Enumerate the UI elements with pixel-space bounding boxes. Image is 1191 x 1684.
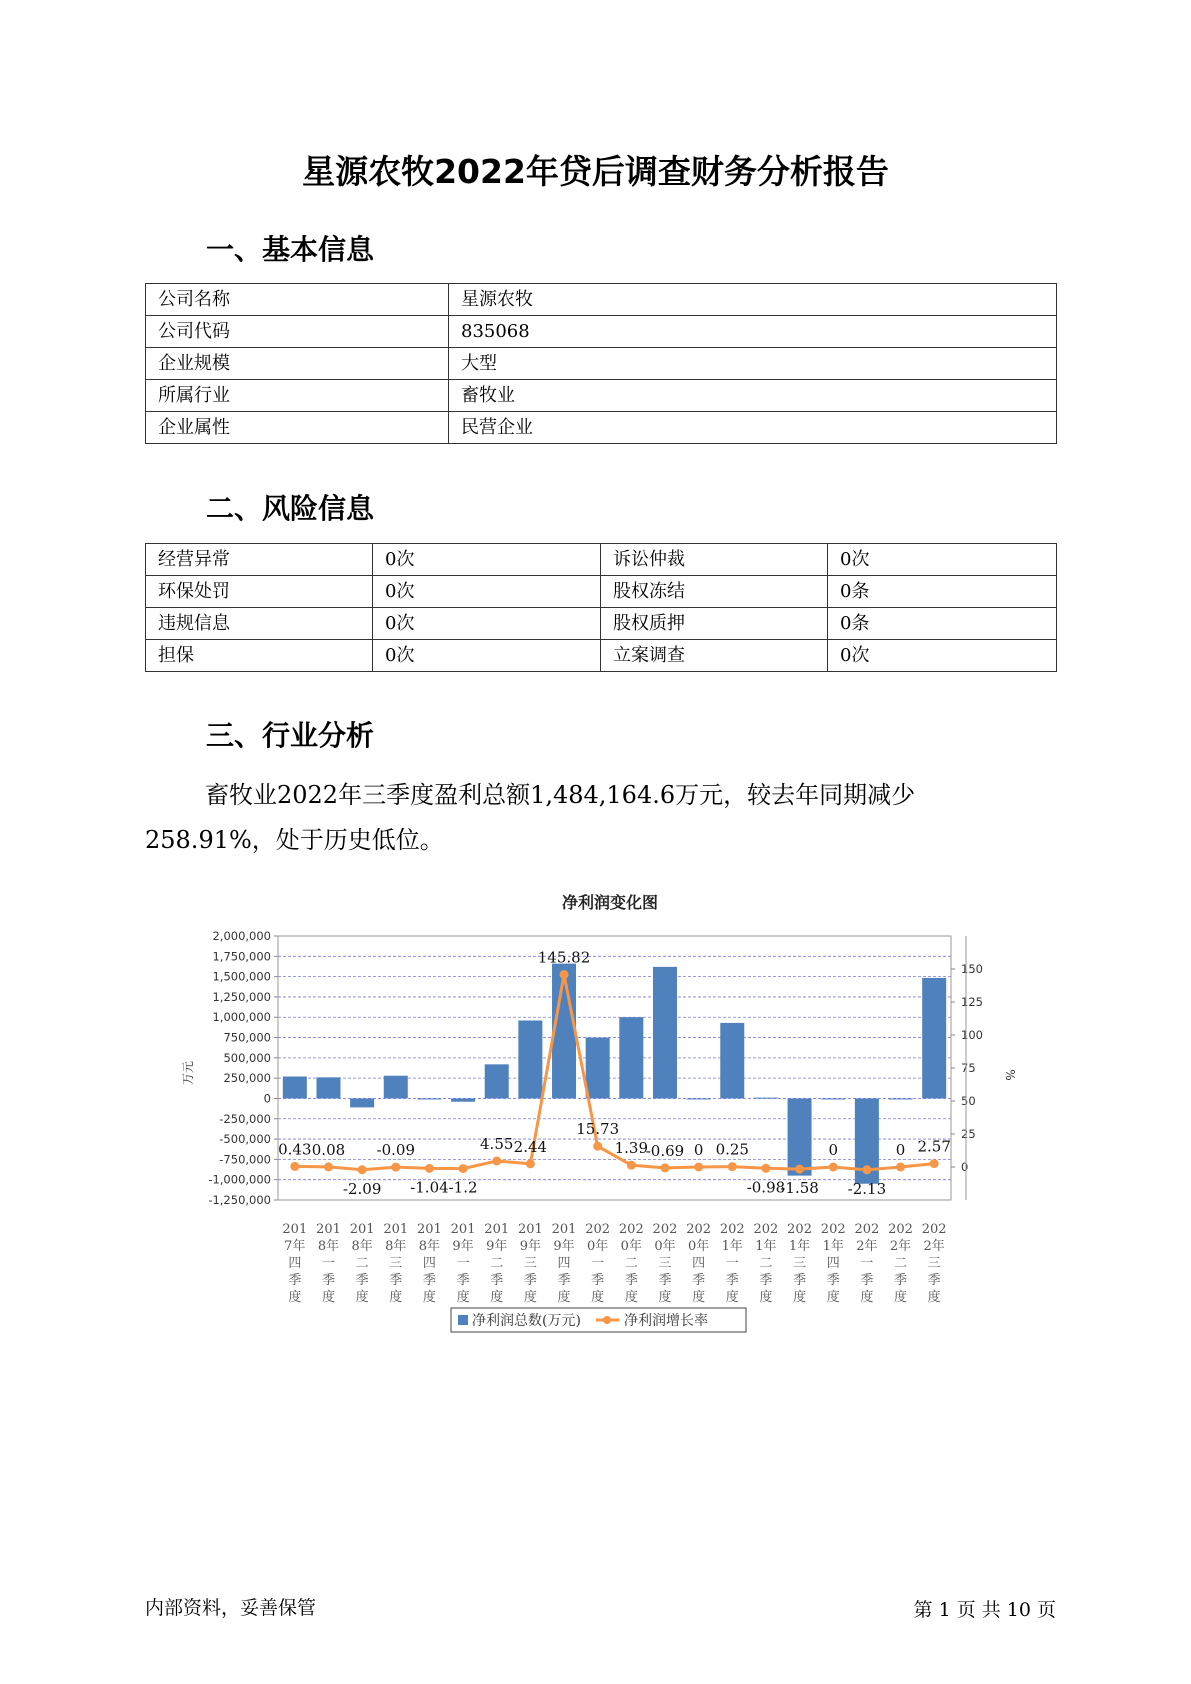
x-tick-label: 度	[725, 1290, 739, 1305]
risk-value: 0次	[373, 608, 601, 640]
risk-value: 0条	[828, 576, 1057, 608]
data-label: 0	[693, 1141, 704, 1159]
y-tick-label: 1,250,000	[212, 989, 271, 1004]
x-tick-label: 201	[383, 1222, 409, 1237]
table-row	[146, 348, 1057, 380]
x-tick-label: 季	[894, 1273, 908, 1288]
x-tick-label: 四	[557, 1256, 571, 1271]
field-value: 大型	[449, 348, 1057, 380]
x-tick-label: 201	[349, 1222, 375, 1237]
data-label: 0.43	[278, 1140, 312, 1159]
x-tick-label: 三	[389, 1256, 403, 1271]
risk-label: 股权质押	[601, 608, 828, 640]
x-tick-label: 8年	[351, 1239, 373, 1254]
data-label: -2.09	[342, 1179, 382, 1198]
y-tick-label: 750,000	[223, 1030, 271, 1045]
y2-tick-label: 75	[961, 1061, 976, 1075]
growth-point	[492, 1156, 501, 1165]
y-tick-label: 1,000,000	[212, 1010, 271, 1025]
risk-label: 股权冻结	[601, 576, 828, 608]
data-label: 2.57	[917, 1137, 951, 1156]
legend-swatch-bar	[458, 1315, 468, 1325]
growth-point	[560, 970, 569, 979]
x-tick-label: 202	[854, 1222, 880, 1237]
data-label: -1.04	[410, 1178, 449, 1197]
x-tick-label: 度	[456, 1290, 470, 1305]
section-heading-basic: 一、基本信息	[206, 233, 375, 266]
growth-point	[728, 1162, 737, 1171]
x-tick-label: 9年	[553, 1239, 575, 1254]
y2-tick-label: 125	[961, 995, 983, 1009]
x-tick-label: 一	[860, 1256, 874, 1271]
chart-title: 净利润变化图	[561, 893, 659, 912]
data-label: 4.55	[480, 1134, 514, 1153]
data-label: 15.73	[576, 1120, 620, 1139]
page-title: 星源农牧2022年贷后调查财务分析报告	[302, 152, 889, 191]
table-row	[146, 544, 1057, 576]
x-tick-label: 二	[355, 1256, 369, 1271]
risk-label: 立案调查	[601, 640, 828, 672]
x-tick-label: 202	[753, 1222, 779, 1237]
x-tick-label: 一	[456, 1256, 470, 1271]
data-label: 2.44	[513, 1137, 548, 1156]
table-row	[146, 576, 1057, 608]
field-label: 企业属性	[146, 412, 449, 444]
data-label: -0.09	[376, 1141, 416, 1160]
x-tick-label: 二	[490, 1256, 504, 1271]
growth-point	[930, 1159, 939, 1168]
legend-label-line: 净利润增长率	[624, 1313, 708, 1329]
x-tick-label: 202	[820, 1222, 846, 1237]
x-tick-label: 202	[921, 1222, 947, 1237]
x-tick-label: 一	[321, 1256, 335, 1271]
x-tick-label: 度	[355, 1290, 369, 1305]
y-tick-label: 0	[263, 1091, 271, 1106]
x-tick-label: 202	[652, 1222, 678, 1237]
x-tick-label: 9年	[452, 1239, 474, 1254]
x-tick-label: 季	[725, 1273, 739, 1288]
x-tick-label: 度	[793, 1290, 807, 1305]
x-tick-label: 季	[826, 1273, 840, 1288]
data-label: 0.25	[715, 1140, 749, 1159]
x-tick-label: 一	[591, 1256, 605, 1271]
x-tick-label: 三	[927, 1256, 941, 1271]
bar	[316, 1077, 340, 1098]
x-tick-label: 0年	[654, 1239, 676, 1254]
risk-label: 担保	[146, 640, 373, 672]
x-tick-label: 度	[927, 1290, 941, 1305]
growth-point	[627, 1161, 636, 1170]
x-tick-label: 季	[658, 1273, 672, 1288]
data-label: -0.69	[645, 1141, 685, 1160]
x-tick-label: 季	[422, 1273, 436, 1288]
industry-paragraph	[145, 773, 1056, 863]
x-tick-label: 季	[355, 1273, 369, 1288]
y2-axis-label: %	[1003, 1069, 1017, 1081]
x-tick-label: 201	[282, 1222, 308, 1237]
table-row	[146, 380, 1057, 412]
industry-paragraph-line1: 畜牧业2022年三季度盈利总额1,484,164.6万元，较去年同期减少	[205, 781, 916, 809]
growth-point	[358, 1165, 367, 1174]
data-label: 0	[828, 1141, 838, 1159]
data-label: 145.82	[537, 948, 591, 967]
risk-label: 经营异常	[146, 544, 373, 576]
risk-value: 0次	[828, 544, 1057, 576]
legend-label-bar: 净利润总数(万元)	[472, 1313, 581, 1329]
x-tick-label: 三	[523, 1256, 537, 1271]
x-tick-label: 度	[759, 1290, 773, 1305]
growth-point	[459, 1164, 468, 1173]
y-tick-label: -1,250,000	[208, 1193, 271, 1207]
x-tick-label: 度	[624, 1290, 638, 1305]
risk-value: 0次	[373, 640, 601, 672]
bar	[518, 1020, 542, 1098]
section-heading-industry: 三、行业分析	[206, 719, 375, 752]
growth-point	[593, 1142, 602, 1151]
x-tick-label: 二	[894, 1256, 908, 1271]
data-label: -1.58	[780, 1179, 819, 1198]
y-tick-label: 500,000	[223, 1050, 271, 1065]
risk-label: 违规信息	[146, 608, 373, 640]
y-tick-label: 250,000	[223, 1071, 271, 1086]
x-tick-label: 三	[658, 1256, 672, 1271]
x-tick-label: 季	[557, 1273, 571, 1288]
x-tick-label: 8年	[317, 1239, 340, 1254]
bar	[687, 1098, 711, 1099]
risk-value: 0条	[828, 608, 1057, 640]
table-row	[146, 608, 1057, 640]
field-label: 公司名称	[146, 284, 449, 316]
page-number: 第 1 页 共 10 页	[913, 1599, 1056, 1621]
x-tick-label: 度	[389, 1290, 403, 1305]
x-tick-label: 度	[288, 1290, 302, 1305]
x-tick-label: 9年	[519, 1239, 542, 1254]
x-tick-label: 度	[321, 1290, 335, 1305]
y-tick-label: -250,000	[219, 1111, 271, 1126]
data-label: -1.2	[448, 1178, 478, 1197]
x-tick-label: 季	[624, 1273, 638, 1288]
y-tick-label: 1,750,000	[212, 949, 271, 964]
bar	[586, 1038, 610, 1099]
x-tick-label: 202	[787, 1222, 812, 1237]
y2-tick-label: 50	[961, 1094, 976, 1108]
x-tick-label: 0年	[687, 1239, 710, 1254]
x-tick-label: 2年	[923, 1239, 945, 1254]
risk-value: 0次	[828, 640, 1057, 672]
x-tick-label: 1年	[755, 1239, 777, 1254]
x-tick-label: 季	[490, 1273, 504, 1288]
x-tick-label: 201	[450, 1222, 476, 1237]
x-tick-label: 8年	[385, 1239, 407, 1254]
y-axis-label: 万元	[181, 1060, 195, 1086]
growth-point	[829, 1163, 838, 1172]
field-value: 民营企业	[449, 412, 1057, 444]
x-tick-label: 季	[759, 1273, 773, 1288]
x-tick-label: 0年	[620, 1239, 642, 1254]
bar	[417, 1098, 441, 1099]
x-tick-label: 季	[927, 1273, 941, 1288]
y2-tick-label: 100	[961, 1028, 983, 1042]
x-tick-label: 201	[316, 1222, 341, 1237]
x-tick-label: 一	[725, 1256, 739, 1271]
bar	[485, 1064, 509, 1098]
table-row	[146, 316, 1057, 348]
x-tick-label: 度	[591, 1290, 605, 1305]
x-tick-label: 201	[417, 1222, 442, 1237]
x-tick-label: 2年	[889, 1239, 912, 1254]
x-tick-label: 季	[591, 1273, 605, 1288]
bar	[754, 1098, 778, 1099]
bar	[384, 1076, 408, 1099]
x-tick-label: 7年	[284, 1239, 306, 1254]
x-tick-label: 1年	[822, 1239, 844, 1254]
risk-info-table	[145, 543, 1057, 672]
bar	[922, 978, 946, 1099]
x-tick-label: 季	[389, 1273, 403, 1288]
x-tick-label: 度	[826, 1290, 840, 1305]
x-tick-label: 9年	[486, 1239, 508, 1254]
table-row	[146, 640, 1057, 672]
table-row	[146, 412, 1057, 444]
x-tick-label: 四	[826, 1256, 840, 1271]
industry-paragraph-line2: 258.91%，处于历史低位。	[145, 826, 444, 854]
growth-point	[290, 1162, 299, 1171]
x-tick-label: 季	[793, 1273, 807, 1288]
field-label: 企业规模	[146, 348, 449, 380]
bar	[619, 1017, 643, 1098]
y-tick-label: -500,000	[219, 1132, 271, 1147]
x-tick-label: 季	[456, 1273, 470, 1288]
x-tick-label: 202	[585, 1222, 611, 1237]
data-label: -0.98	[746, 1178, 786, 1197]
x-tick-label: 四	[422, 1256, 436, 1271]
x-tick-label: 度	[422, 1290, 436, 1305]
risk-value: 0次	[373, 544, 601, 576]
y-tick-label: -750,000	[219, 1152, 271, 1167]
bar	[451, 1098, 475, 1101]
x-tick-label: 度	[490, 1290, 504, 1305]
field-label: 所属行业	[146, 380, 449, 412]
section-heading-risk: 二、风险信息	[206, 492, 375, 525]
basic-info-table	[145, 283, 1057, 444]
y-tick-label: -1,000,000	[208, 1172, 271, 1187]
y-tick-label: 1,500,000	[212, 969, 271, 984]
field-value: 星源农牧	[449, 284, 1057, 316]
growth-point	[526, 1159, 535, 1168]
bar	[720, 1023, 744, 1099]
field-value: 835068	[449, 316, 1057, 348]
data-label: 1.39	[614, 1139, 649, 1158]
bar	[552, 964, 576, 1099]
x-tick-label: 季	[288, 1273, 302, 1288]
bar	[788, 1098, 812, 1175]
growth-point	[391, 1163, 400, 1172]
bar	[283, 1077, 307, 1099]
growth-point	[862, 1165, 871, 1174]
y2-tick-label: 0	[961, 1160, 969, 1174]
risk-label: 诉讼仲裁	[601, 544, 828, 576]
x-tick-label: 季	[692, 1273, 706, 1288]
growth-point	[694, 1163, 703, 1172]
plot-border	[278, 936, 951, 1200]
net-profit-chart	[170, 885, 1050, 1345]
x-tick-label: 度	[658, 1290, 672, 1305]
x-tick-label: 201	[484, 1222, 510, 1237]
risk-label: 环保处罚	[146, 576, 373, 608]
growth-point	[425, 1164, 434, 1173]
x-tick-label: 四	[288, 1256, 302, 1271]
data-label: 0.08	[311, 1140, 346, 1159]
x-tick-label: 202	[618, 1222, 644, 1237]
x-tick-label: 三	[793, 1256, 807, 1271]
x-tick-label: 度	[894, 1290, 908, 1305]
x-tick-label: 8年	[418, 1239, 441, 1254]
footer-note: 内部资料，妥善保管	[145, 1597, 317, 1619]
risk-value: 0次	[373, 576, 601, 608]
bar	[653, 967, 677, 1099]
y2-tick-label: 25	[961, 1127, 976, 1141]
bar	[350, 1098, 374, 1107]
x-tick-label: 202	[888, 1222, 913, 1237]
growth-point	[896, 1163, 905, 1172]
data-label: 0	[895, 1141, 906, 1159]
growth-point	[761, 1164, 770, 1173]
x-tick-label: 度	[523, 1290, 537, 1305]
x-tick-label: 季	[860, 1273, 874, 1288]
growth-point	[795, 1165, 804, 1174]
x-tick-label: 201	[551, 1222, 577, 1237]
growth-point	[324, 1162, 333, 1171]
legend-swatch-point	[603, 1316, 611, 1324]
x-tick-label: 202	[686, 1222, 712, 1237]
table-row	[146, 284, 1057, 316]
field-label: 公司代码	[146, 316, 449, 348]
x-tick-label: 季	[321, 1273, 335, 1288]
x-tick-label: 二	[759, 1256, 773, 1271]
y-tick-label: 2,000,000	[212, 929, 271, 943]
x-tick-label: 1年	[788, 1239, 811, 1254]
field-value: 畜牧业	[449, 380, 1057, 412]
x-tick-label: 1年	[721, 1239, 743, 1254]
x-tick-label: 2年	[856, 1239, 878, 1254]
x-tick-label: 度	[692, 1290, 706, 1305]
x-tick-label: 二	[624, 1256, 638, 1271]
x-tick-label: 季	[523, 1273, 537, 1288]
growth-point	[660, 1163, 669, 1172]
y2-tick-label: 150	[961, 962, 983, 976]
bar	[889, 1098, 913, 1099]
x-tick-label: 四	[692, 1256, 706, 1271]
x-tick-label: 202	[719, 1222, 745, 1237]
x-tick-label: 201	[517, 1222, 543, 1237]
x-tick-label: 0年	[587, 1239, 609, 1254]
x-tick-label: 度	[557, 1290, 571, 1305]
bar	[821, 1098, 845, 1099]
x-tick-label: 度	[860, 1290, 874, 1305]
data-label: -2.13	[847, 1179, 887, 1198]
